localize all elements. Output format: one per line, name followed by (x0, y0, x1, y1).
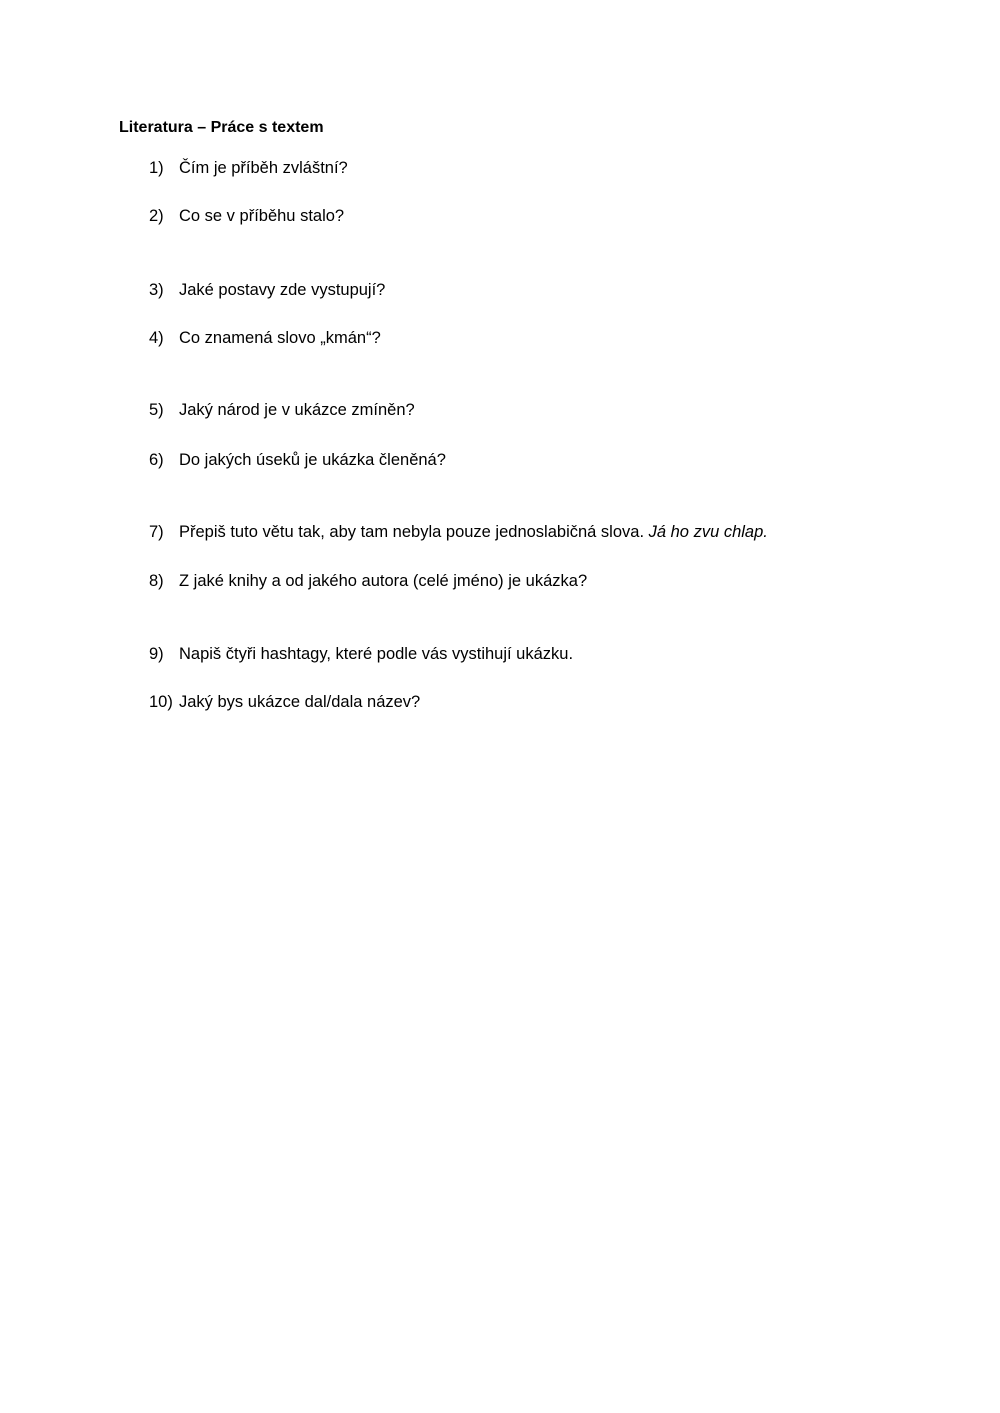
document-title: Literatura – Práce s textem (119, 119, 324, 136)
question-number: 6) (149, 451, 164, 469)
question-text: Jaké postavy zde vystupují? (179, 281, 386, 299)
question-text: Čím je příběh zvláštní? (179, 159, 348, 177)
question-number: 5) (149, 401, 164, 419)
question-text: Do jakých úseků je ukázka členěná? (179, 451, 446, 469)
question-item (149, 157, 348, 179)
question-item (149, 691, 420, 713)
question-text: Co se v příběhu stalo? (179, 207, 345, 225)
question-text: Co znamená slovo „kmán“? (179, 329, 381, 347)
question-number: 9) (149, 645, 164, 663)
question-number: 4) (149, 329, 164, 347)
question-item (149, 205, 344, 227)
question-item (149, 399, 415, 421)
question-item (149, 521, 768, 543)
question-number: 1) (149, 159, 164, 177)
question-number: 7) (149, 523, 164, 541)
question-item (149, 449, 446, 471)
question-text: Přepiš tuto větu tak, aby tam nebyla pouze jednoslabičná slova. (179, 523, 645, 541)
question-item (149, 279, 385, 301)
question-number: 10) (149, 693, 173, 711)
question-number: 2) (149, 207, 164, 225)
question-text: Jaký národ je v ukázce zmíněn? (179, 401, 415, 419)
question-item (149, 570, 587, 592)
question-text: Napiš čtyři hashtagy, které podle vás vystihují ukázku. (179, 645, 574, 663)
question-text: Jaký bys ukázce dal/dala název? (179, 693, 421, 711)
question-item (149, 327, 381, 349)
question-emphasis: Já ho zvu chlap. (648, 523, 768, 541)
question-number: 8) (149, 572, 164, 590)
question-item (149, 643, 573, 665)
question-number: 3) (149, 281, 164, 299)
question-text: Z jaké knihy a od jakého autora (celé jméno) je ukázka? (179, 572, 588, 590)
